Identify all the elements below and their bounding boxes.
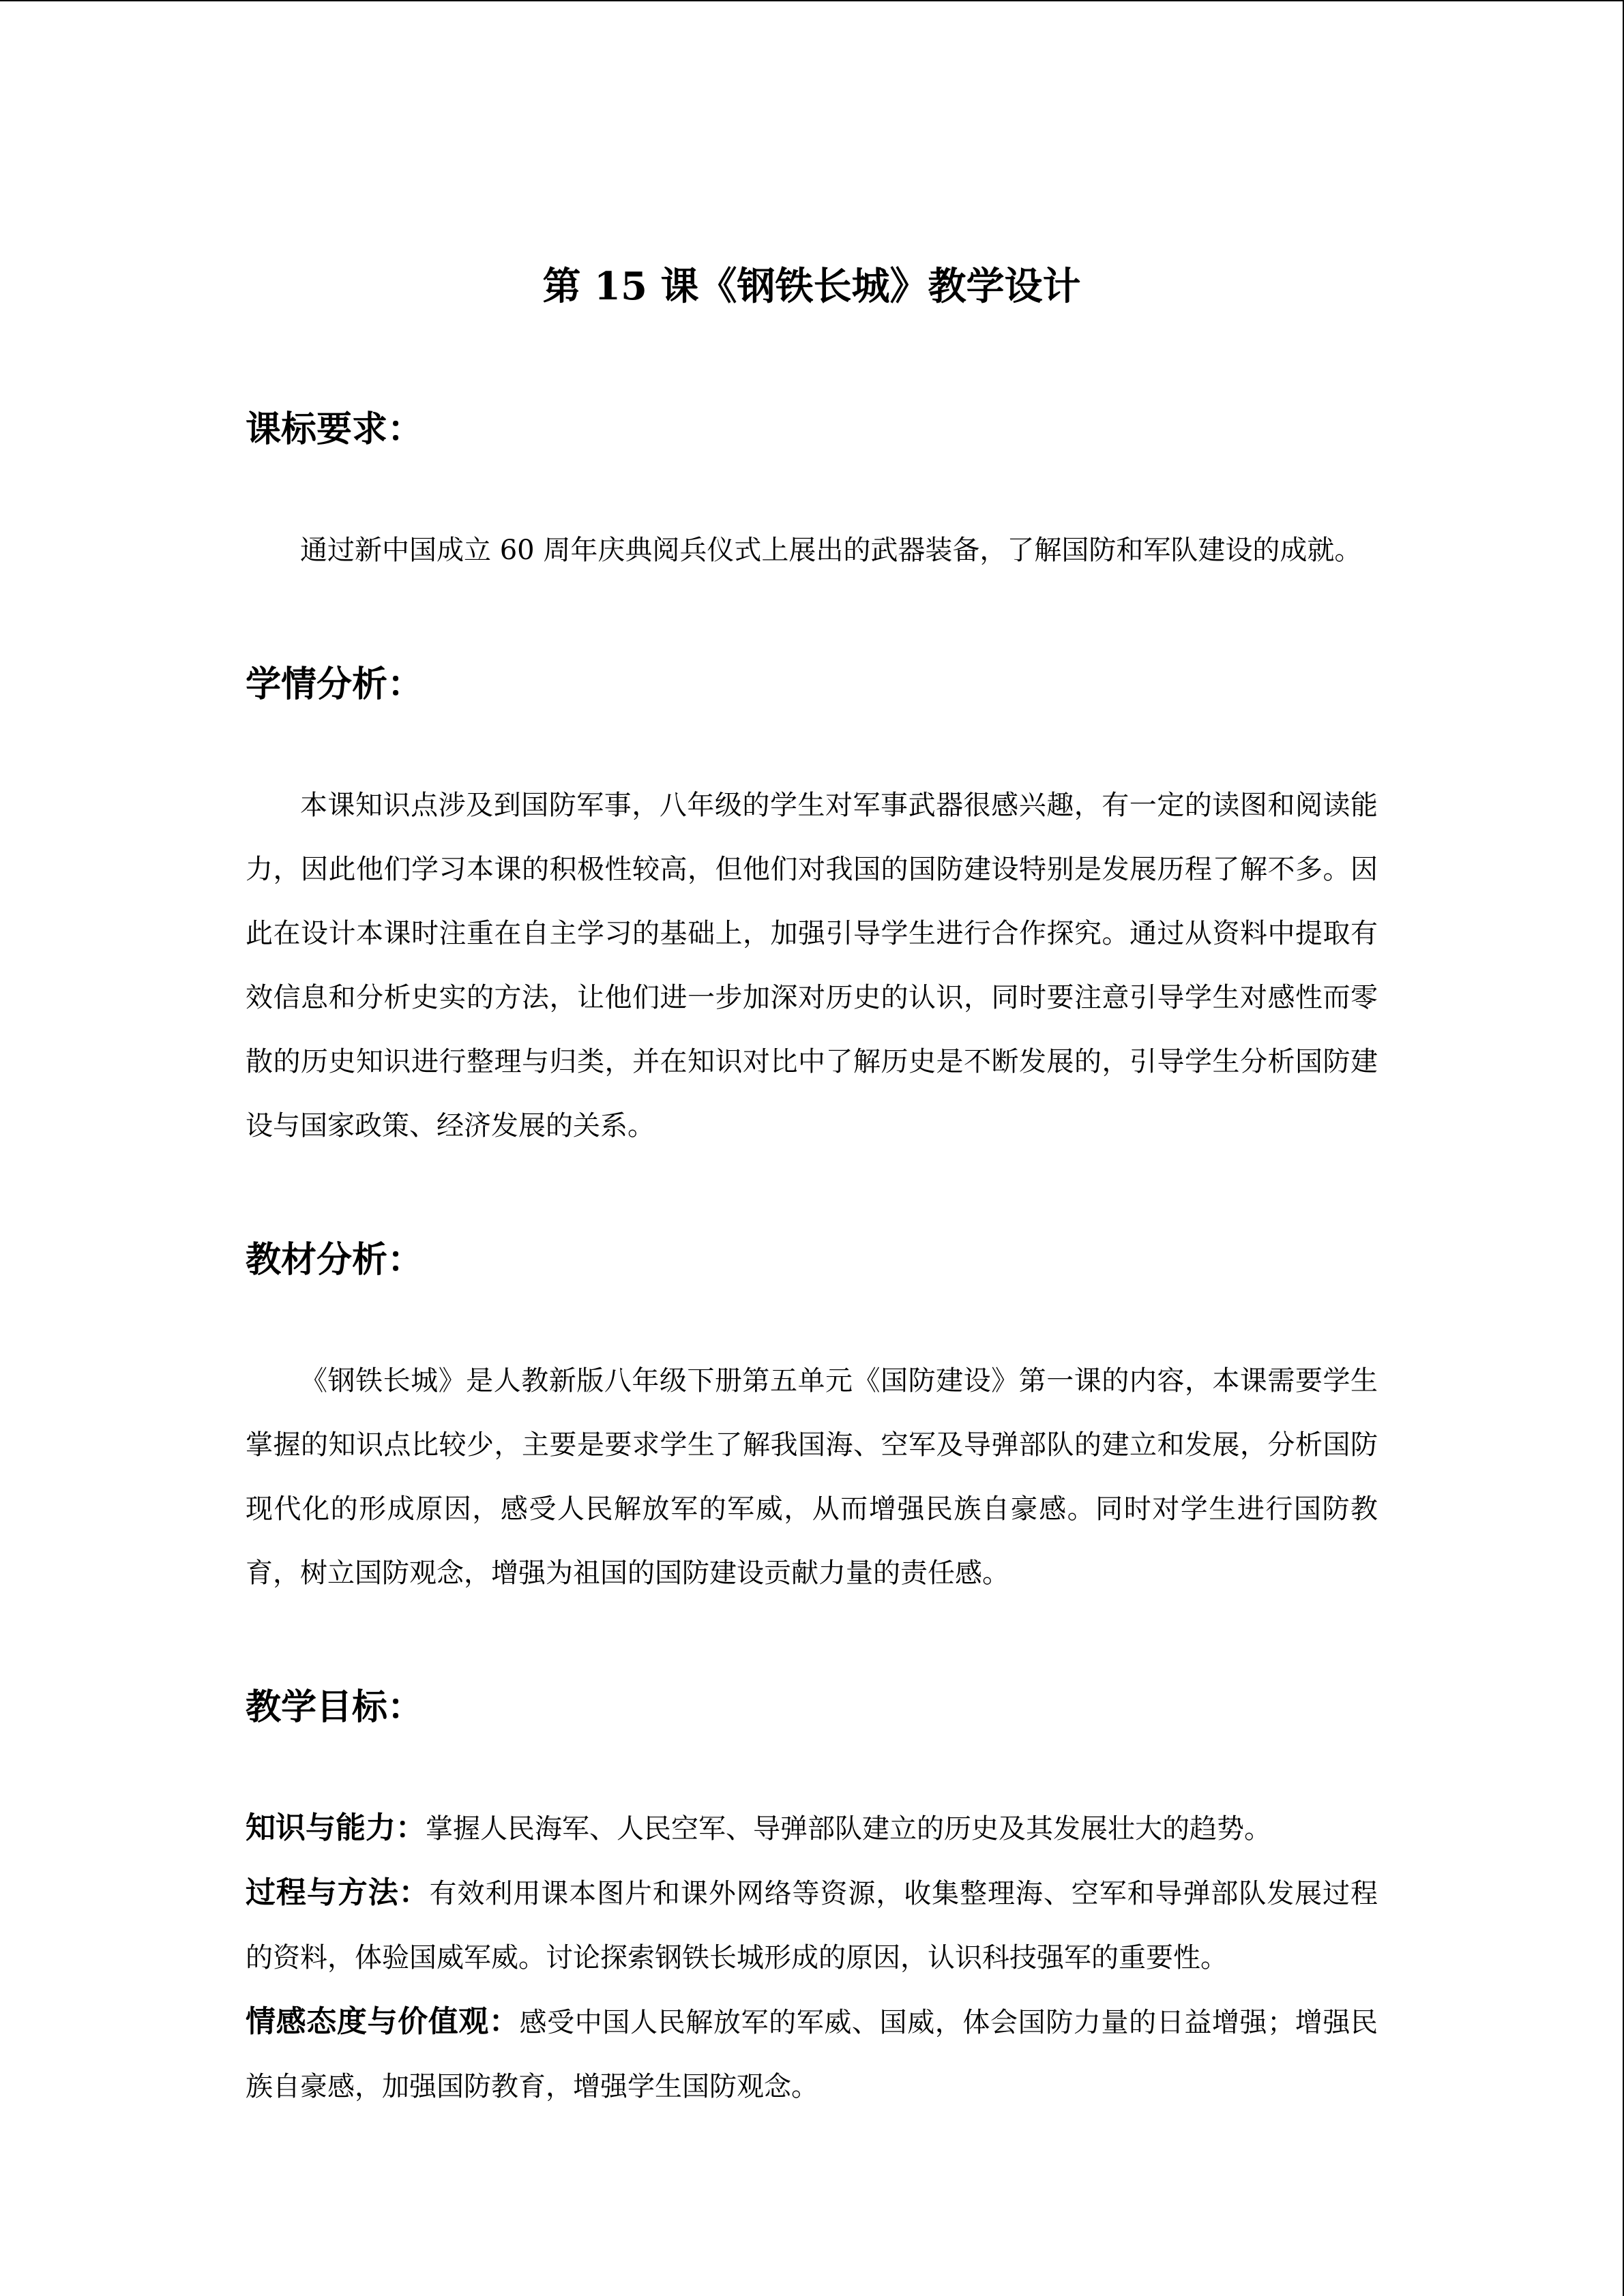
objective-text: 有效利用课本图片和课外网络等资源，收集整理海、空军和导弹部队发展过程的资料，体验国威军威。讨论探索钢铁长城形成的原因，认识科技强军的重要性。 bbox=[246, 1878, 1378, 1973]
section-student-analysis bbox=[246, 657, 1378, 1158]
objective-label: 情感态度与价值观： bbox=[246, 2004, 520, 2039]
objective-text: 感受中国人民解放军的军威、国威，体会国防力量的日益增强；增强民族自豪感，加强国防教育，增强学生国防观念。 bbox=[246, 2007, 1378, 2102]
section-curriculum-standard bbox=[246, 402, 1378, 582]
document-page bbox=[246, 252, 1378, 2119]
section-heading: 教材分析： bbox=[246, 1239, 424, 1281]
section-heading: 课标要求： bbox=[246, 408, 424, 450]
objective-text: 掌握人民海军、人民空军、导弹部队建立的历史及其发展壮大的趋势。 bbox=[426, 1813, 1271, 1845]
page-top-border bbox=[0, 0, 1624, 1]
document-title: 第 15 课《钢铁长城》教学设计 bbox=[542, 264, 1081, 309]
section-heading: 学情分析： bbox=[246, 664, 424, 705]
section-teaching-objectives bbox=[246, 1680, 1378, 2119]
objective-label: 过程与方法： bbox=[246, 1875, 430, 1910]
objective-process bbox=[246, 1861, 1378, 1990]
section-textbook-analysis bbox=[246, 1233, 1378, 1605]
section-paragraph: 本课知识点涉及到国防军事，八年级的学生对军事武器很感兴趣，有一定的读图和阅读能力，因此他们学习本课的积极性较高，但他们对我国的国防建设特别是发展历程了解不多。因此在设计本课时注重在自主学习的基础上，加强引导学生进行合作探究。通过从资料中提取有效信息和分析史实的方法，让他们进一步加深对历史的认识，同时要注意引导学生对感性而零散的历史知识进行整理与归类，并在知识对比中了解历史是不断发展的，引导学生分析国防建设与国家政策、经济发展的关系。 bbox=[246, 790, 1378, 1142]
objective-emotion bbox=[246, 1990, 1378, 2119]
objective-knowledge bbox=[246, 1796, 1378, 1861]
objective-label: 知识与能力： bbox=[246, 1810, 426, 1845]
section-paragraph: 《钢铁长城》是人教新版八年级下册第五单元《国防建设》第一课的内容，本课需要学生掌握的知识点比较少，主要是要求学生了解我国海、空军及导弹部队的建立和发展，分析国防现代化的形成原因，感受人民解放军的军威，从而增强民族自豪感。同时对学生进行国防教育，树立国防观念，增强为祖国的国防建设贡献力量的责任感。 bbox=[246, 1365, 1378, 1589]
section-heading: 教学目标： bbox=[246, 1686, 424, 1728]
section-paragraph: 通过新中国成立 60 周年庆典阅兵仪式上展出的武器装备，了解国防和军队建设的成就。 bbox=[300, 535, 1362, 566]
